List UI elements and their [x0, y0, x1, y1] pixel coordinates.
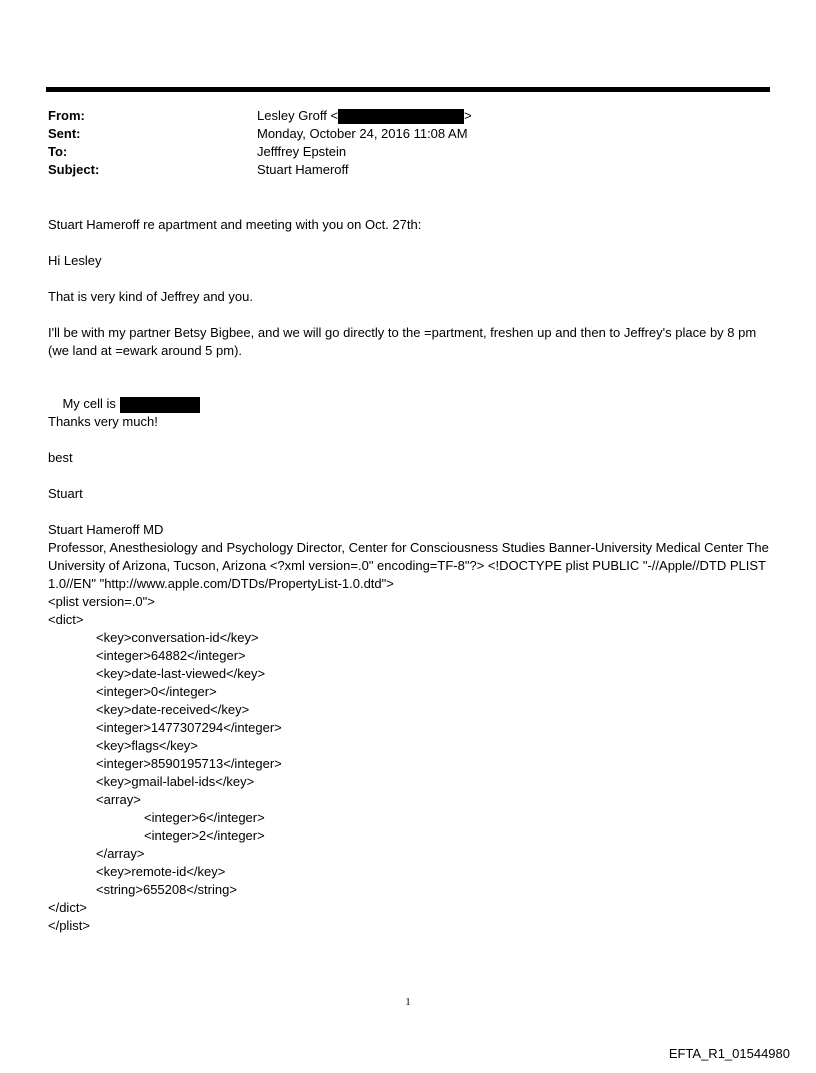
sent-label: Sent: — [48, 126, 81, 141]
from-label: From: — [48, 108, 85, 123]
plist-line: <integer>1477307294</integer> — [96, 720, 282, 735]
plist-line: <key>flags</key> — [96, 738, 198, 753]
header-rule — [46, 87, 770, 92]
plist-line: <key>date-received</key> — [96, 702, 250, 717]
body-best: best — [48, 450, 73, 465]
plist-line: </dict> — [48, 900, 88, 915]
body-greeting: Hi Lesley — [48, 253, 102, 268]
from-bracket: > — [464, 108, 472, 123]
plist-line: <key>gmail-label-ids</key> — [96, 774, 255, 789]
redaction-box — [338, 109, 464, 124]
from-name: Lesley Groff < — [257, 108, 339, 123]
plist-line: <array> — [96, 792, 141, 807]
sent-value: Monday, October 24, 2016 11:08 AM — [257, 126, 468, 141]
plist-line: <key>remote-id</key> — [96, 864, 226, 879]
body-paragraph-2: I'll be with my partner Betsy Bigbee, and we will go directly to the =partment, freshen up and then to Jeffrey's place by 8 pm (we land at =ewark around 5 pm). — [48, 325, 760, 358]
plist-line: </plist> — [48, 918, 90, 933]
body-name: Stuart — [48, 486, 83, 501]
plist-line: <string>655208</string> — [96, 882, 237, 897]
plist-line: <dict> — [48, 612, 84, 627]
plist-line: <integer>64882</integer> — [96, 648, 246, 663]
plist-line: <plist version=.0"> — [48, 594, 155, 609]
page-number: 1 — [405, 996, 411, 1008]
plist-line: <integer>6</integer> — [144, 810, 265, 825]
cell-label: My cell is — [62, 396, 116, 411]
plist-line: <integer>0</integer> — [96, 684, 217, 699]
redaction-box — [120, 397, 200, 413]
signature-text: Professor, Anesthesiology and Psychology Director, Center for Consciousness Studies Banner-University Medical Center The University of Arizona, Tucson, Arizona <?xml version=.0" encoding=TF-8"?> <!DOCTYPE plist PUBLIC "-//Apple//DTD PLIST 1.0//EN" "http://www.apple.com/DTDs/PropertyList-1.0.dtd"> — [48, 540, 773, 591]
body-intro: Stuart Hameroff re apartment and meeting with you on Oct. 27th: — [48, 217, 422, 232]
body-paragraph-1: That is very kind of Jeffrey and you. — [48, 289, 253, 304]
plist-line: <key>date-last-viewed</key> — [96, 666, 266, 681]
subject-label: Subject: — [48, 162, 100, 177]
body-thanks: Thanks very much! — [48, 414, 158, 429]
plist-line: <integer>8590195713</integer> — [96, 756, 282, 771]
to-value: Jefffrey Epstein — [257, 144, 347, 159]
plist-line: </array> — [96, 846, 145, 861]
document-id: EFTA_R1_01544980 — [668, 1046, 790, 1061]
signature-name: Stuart Hameroff MD — [48, 522, 164, 537]
to-label: To: — [48, 144, 68, 159]
subject-value: Stuart Hameroff — [257, 162, 349, 177]
plist-line: <key>conversation-id</key> — [96, 630, 259, 645]
from-value — [257, 107, 472, 125]
plist-line: <integer>2</integer> — [144, 828, 265, 843]
